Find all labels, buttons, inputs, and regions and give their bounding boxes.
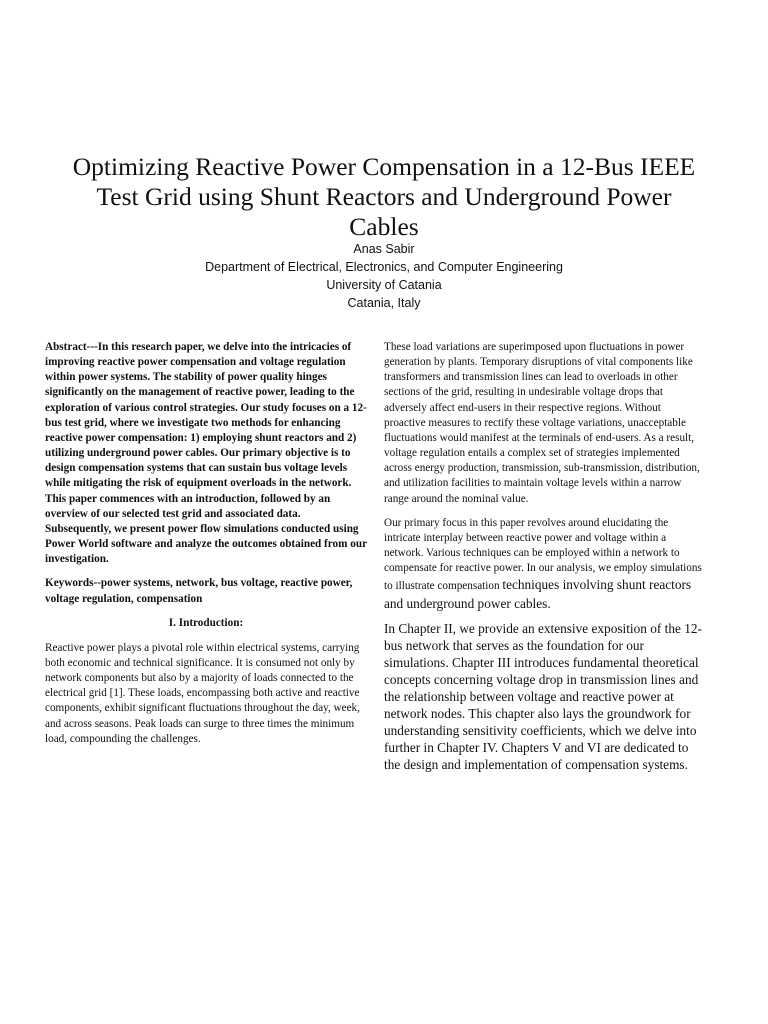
abstract: Abstract---In this research paper, we delve into the intricacies of improving reactive power compensation and voltage regulation within power systems. The stability of power quality hinges significantly on the management of reactive power, leading to the exploration of various control strategies. Our study focuses on a 12-bus test grid, where we investigate two methods for enhancing reactive power compensation: 1) employing shunt reactors and 2) utilizing underground power cables. Our primary objective is to design compensation systems that can sustain bus voltage levels while mitigating the risk of equipment overloads in the network. This paper commences with an introduction, followed by an overview of our selected test grid and associated data. Subsequently, we present power flow simulations conducted using Power World software and analyze the outcomes obtained from our investigation.	[45, 341, 367, 566]
section-heading-introduction: I. Introduction:	[168, 616, 244, 629]
author-university: University of Catania	[326, 278, 442, 292]
author-location: Catania, Italy	[347, 296, 421, 310]
right-column	[384, 340, 704, 782]
left-column	[45, 340, 367, 756]
body-paragraph-2-part-1: Our primary focus in this paper revolves around elucidating the intricate interplay between reactive power and voltage within a network. Various techniques can be employed within a network to compensate for reactive power. In our analysis, we employ simulations to illustrate compensation	[384, 516, 702, 593]
body-paragraph-3: In Chapter II, we provide an extensive exposition of the 12-bus network that serves as the foundation for our simulations. Chapter III introduces fundamental theoretical concepts concerning voltage drop in transmission lines and the relationship between voltage and reactive power at network nodes. This chapter also lays the groundwork for understanding sensitivity coefficients, which we delve into further in Chapter IV. Chapters V and VI are dedicated to the design and implementation of compensation systems.	[384, 620, 702, 772]
body-paragraph-2	[384, 516, 704, 613]
body-paragraph-1: These load variations are superimposed upon fluctuations in power generation by plants. Temporary disruptions of vital components like transformers and transmission lines can lead to overloads in other sections of the grid, resulting in undesirable voltage drops that adversely affect end-users in their respective regions. Without proactive measures to rectify these voltage variations, unacceptable fluctuations would manifest at the terminals of end-users. As a result, voltage regulation entails a complex set of strategies implemented across energy production, transmission, sub-transmission, distribution, and utilization facilities to maintain voltage levels within a narrow range around the nominal value.	[384, 341, 700, 505]
introduction-paragraph: Reactive power plays a pivotal role within electrical systems, carrying both economic and technical significance. It is consumed not only by network components but also by a majority of loads connected to the electrical grid [1]. These loads, encompassing both active and reactive components, exhibit significant fluctuations throughout the day, week, and across seasons. Peak loads can surge to three times the minimum load, compounding the challenges.	[45, 641, 360, 745]
paper-title: Optimizing Reactive Power Compensation in a 12-Bus IEEE Test Grid using Shunt Reactors and Underground Power Cables	[72, 152, 696, 241]
body-paragraph-2-part-2: techniques involving shunt reactors and underground power cables.	[384, 577, 692, 611]
keywords: Keywords--power systems, network, bus voltage, reactive power, voltage regulation, compensation	[45, 577, 353, 605]
author-department: Department of Electrical, Electronics, and Computer Engineering	[205, 260, 563, 274]
author-name: Anas Sabir	[353, 242, 415, 256]
author-block	[60, 240, 708, 312]
